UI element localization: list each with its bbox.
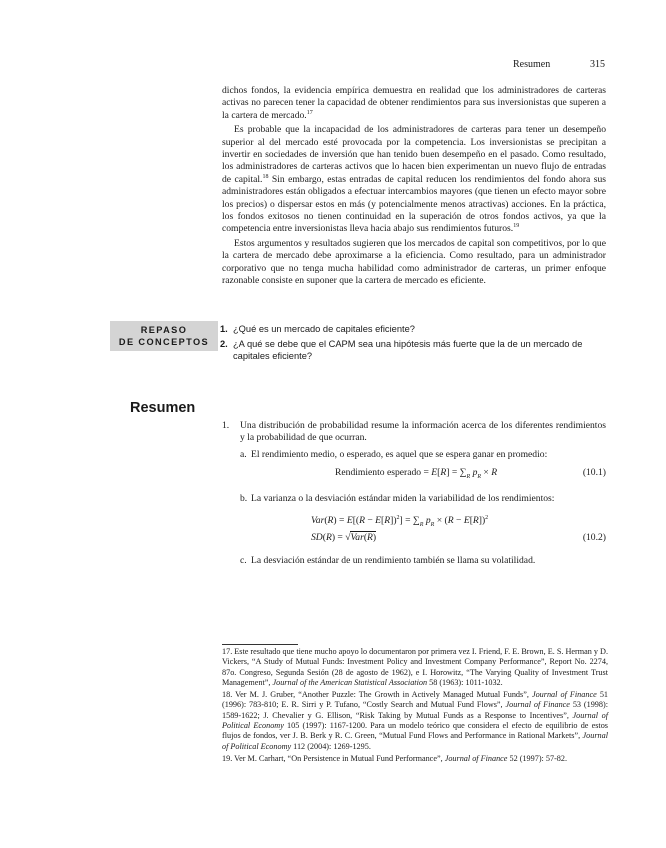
summary-subitem-c: c. La desviación estándar de un rendimiento también se llama su volatilidad. (240, 554, 536, 566)
concept-review-questions (220, 323, 610, 365)
equation-10-2: $Var(R) = E[(R - E[R])^2] = \sum_R$ $p_R \times (R - E[R])^2$ SD(R) = √Var(R) (10.2) (311, 514, 606, 543)
page-header (0, 59, 666, 73)
paragraph-1: dichos fondos, la evidencia empírica demuestra en realidad que los administradores de carteras activas no parecen tener la capacidad de obtener rendimientos para sus inversionistas que superen a la cartera de mercado.$^{17}$ (222, 85, 606, 121)
footnote-17: 17. Este resultado que tiene mucho apoyo lo documentaron por primera vez I. Friend, F. E. Brown, E. S. Herman y D. Vickers, “A Study of Mutual Funds: Investment Policy and Investment Company Performance”, Report No. 2274, 87o. Congreso, Segunda Sesión (28 de agosto de 1962), e I. Horowitz, “The Varying Quality of Investment Trust Management”, Journal of the American Statistical Association 58 (1963): 1011-1032. (222, 647, 608, 687)
footnote-19: 19. Ver M. Carhart, “On Persistence in Mutual Fund Performance”, Journal of Finance 52 (1997): 57-82. (222, 753, 568, 763)
summary-subitem-a: a. El rendimiento medio, o esperado, es aquel que se espera ganar en promedio: Rendimiento esperado = $E[R] = \sum_R$ $p_R \times R$ (10.1) (240, 449, 606, 491)
equation-number: (10.1) (582, 467, 606, 479)
summary-list (222, 420, 606, 567)
concept-review-label: REPASO DE CONCEPTOS (110, 321, 218, 351)
page-number: 315 (590, 59, 605, 70)
section-heading-resumen: Resumen (130, 400, 196, 416)
footnote-ref-17[interactable]: 17 (306, 109, 313, 116)
footnote-ref-19[interactable]: 19 (513, 223, 520, 230)
equation-number: (10.2) (582, 531, 606, 543)
review-question: 2. ¿A qué se debe que el CAPM sea una hipótesis más fuerte que la de un mercado de capitales eficiente? (220, 339, 583, 361)
footnotes (222, 647, 608, 766)
summary-item: 1. Una distribución de probabilidad resume la información acerca de los diferentes rendimientos y la probabilidad de que ocurran. a. El rendimiento medio, o esperado, es aquel que se espera ganar en promedio: Rendimiento esperado = $E[R] = \sum_R$ $p_R \times R$ (10.1) b. La varianza o la desviación estándar miden la variabilidad de los rendimientos: $Var(R) = E[(R - E[R])^2] = \sum_R$ $p_R \times (R - E[R])^2$ SD(R) = √Var(R) (10.2) c. La desviación estándar de un rendimiento también se llama su volatilidad. (222, 420, 606, 566)
running-title: Resumen (513, 59, 551, 70)
body-text (222, 85, 606, 290)
footnote-ref-18[interactable]: 18 (262, 173, 269, 180)
footnote-18: 18. Ver M. J. Gruber, “Another Puzzle: The Growth in Actively Managed Mutual Funds”, Journal of Finance 51 (1996): 783-810; E. R. Sirri y P. Tufano, “Costly Search and Mutual Fund Flows”, Journal of Finance 53 (1998): 1589-1622; J. Chevalier y G. Ellison, “Risk Taking by Mutual Funds as a Response to Incentives”, Journal of Political Economy 105 (1997): 1167-1200. Para un modelo teórico que considera el efecto de equilibrio de estos flujos de fondos, ver J. B. Berk y R. C. Green, “Mutual Fund Flows and Performance in Rational Markets”, Journal of Political Economy 112 (2004): 1269-1295. (222, 690, 609, 751)
paragraph-3: Estos argumentos y resultados sugieren que los mercados de capital son competitivos, por lo que la cartera de mercado debe aproximarse a la eficiencia. Como resultado, para un administrador corporativo que no tenga mucha habilidad como administrador de carteras, un primer enfoque razonable consiste en suponer que la cartera de mercado es eficiente. (222, 237, 606, 287)
review-question: 1. ¿Qué es un mercado de capitales eficiente? (220, 324, 415, 334)
paragraph-2: Es probable que la incapacidad de los administradores de carteras para tener un desempeño superior al del mercado esté provocada por la competencia. Los inversionistas se precipitan a invertir en sociedades de inversión que han tenido buen desempeño en el pasado. Como resultado, los administradores de carteras activos que lo hacen bien experimentan un nuevo flujo de entradas de capital.$^{18}$ Sin embargo, estas entradas de capital reducen los rendimientos del fondo ahora sus administradores están obligados a efectuar intercambios mayores (que tienen un efecto mayor sobre los precios) o dispersar estos en más (y potencialmente menos atractivas) acciones. En la práctica, los fondos exitosos no tienen continuidad en la superación de otros fondos activos, ya que la competencia entre inversionistas lleva hacia abajo sus rendimientos futuros.$^{19}$ (222, 124, 606, 235)
summary-subitem-b: b. La varianza o la desviación estándar miden la variabilidad de los rendimientos: $Var(R) = E[(R - E[R])^2] = \sum_R$ $p_R \times (R - E[R])^2$ SD(R) = √Var(R) (10.2) (240, 493, 606, 550)
footnote-divider (222, 644, 298, 645)
equation-10-1: Rendimiento esperado = $E[R] = \sum_R$ $p_R \times R$ (10.1) (335, 467, 606, 481)
